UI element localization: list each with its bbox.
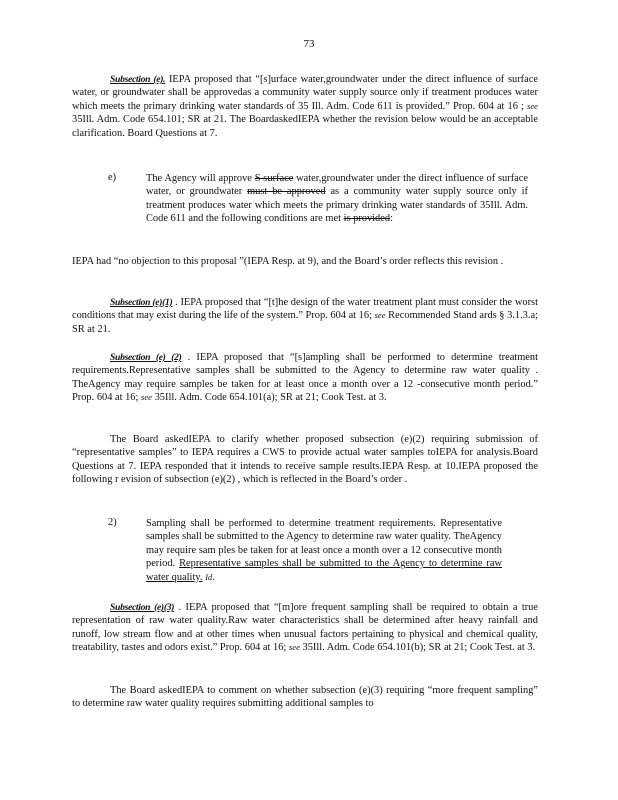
proposed-text-e2 [146,517,502,584]
paragraph-subsection-e [72,73,538,140]
rule-text: The Agency will approve [146,173,252,184]
see-signal: see [374,310,386,321]
list-label-e: e) [108,172,117,183]
paragraph-text: . IEPA proposed that “[s]ampling shall be performed to determine treatment requirements.Representative samples shall be submitted to the Agency to determine raw water quality . TheAgency may require samples be taken for at least once a month over a 12 -consecutive month period.” Prop. 604 at 16; [72,352,538,404]
subsection-heading: Subsection (e) (2) [110,352,182,363]
paragraph-text: IEPA proposed that “[s]urface water,groundwater under the direct influence of surface water, or groundwater shall be approvedas a community water supply source only if treatment produces water which meets the primary drinking water standards of 35 Ill. Adm. Code 611 is provided.” Prop. 604 at 16 ; [72,74,538,112]
paragraph-no-objection: IEPA had “no objection to this proposal ”(IEPA Resp. at 9), and the Board’s order reflects this revision . [72,256,504,267]
deleted-text: S surface [254,173,294,184]
see-signal: see [141,392,152,403]
inserted-text: Representative samples shall be submitted to the Agency to determine raw water quality. [146,558,502,583]
paragraph-subsection-e3 [72,601,538,655]
punctuation: : [390,213,393,225]
page-number: 73 [303,38,315,50]
see-signal: see [527,100,538,111]
subsection-heading: Subsection (e). [110,74,166,85]
rule-text: as a community water supply source only if treatment produces water which meets the primary drinking water standards of 35Ill. Adm. Code 611 and the following conditions are met [146,186,528,225]
subsection-heading: Subsection (e)(3) [110,602,175,613]
deleted-text: is provided [343,213,391,225]
punctuation: . [212,571,215,583]
list-label-2: 2) [108,517,117,528]
paragraph-text: 35Ill. Adm. Code 654.101(b); SR at 21; Cook Test. at 3. [302,642,536,654]
rule-text: water,groundwater under the direct influence of surface water, or groundwater [146,173,528,198]
paragraph-text: . IEPA proposed that “[m]ore frequent sampling shall be required to obtain a true representation of raw water quality.Raw water characteristics shall be determined after heavy rainfall and runoff, low stream flow and at other times when unusual factors pertaining to physical and chemical quality, treatability, tastes and odors exist.” Prop. 604 at 16; [72,602,538,654]
paragraph-board-comment: The Board askedIEPA to comment on whether subsection (e)(3) requiring “more frequent sampling” to determine raw water quality requires submitting additional samples to [72,685,538,710]
paragraph-text: 35Ill. Adm. Code 654.101; SR at 21. The BoardaskedIEPA whether the revision below would be an acceptable clarification. Board Questions at 7. [72,114,538,139]
paragraph-subsection-e2 [72,351,538,405]
rule-text: Sampling shall be performed to determine treatment requirements. Representative samples shall be submitted to the Agency to determine raw water quality. TheAgency may require sam ples be taken for at least once a month over a 12 consecutive month period. [146,518,502,570]
paragraph-text: Recommended Stand ards § 3.1.3.a; SR at 21. [72,310,538,335]
proposed-text-e [146,172,528,226]
see-signal: see [288,642,300,653]
deleted-text: must be approved [247,186,326,198]
paragraph-subsection-e1 [72,296,538,336]
id-citation: Id [205,571,213,582]
paragraph-text: 35Ill. Adm. Code 654.101(a); SR at 21; Cook Test. at 3. [154,392,387,404]
subsection-heading: Subsection (e)(1) [110,297,173,308]
paragraph-board-clarify: The Board askedIEPA to clarify whether proposed subsection (e)(2) requiring submission of “representative samples” to IEPA requires a CWS to provide actual water samples toIEPA for analysis.Board Questions at 7. IEPA responded that it intends to receive sample results.IEPA Resp. at 10.IEPA proposed the following r evision of subsection (e)(2) , which is reflected in the Board’s order . [72,434,538,486]
paragraph-text: . IEPA proposed that “[t]he design of the water treatment plant must consider the worst conditions that may exist during the life of the system.” Prop. 604 at 16; [72,297,538,322]
